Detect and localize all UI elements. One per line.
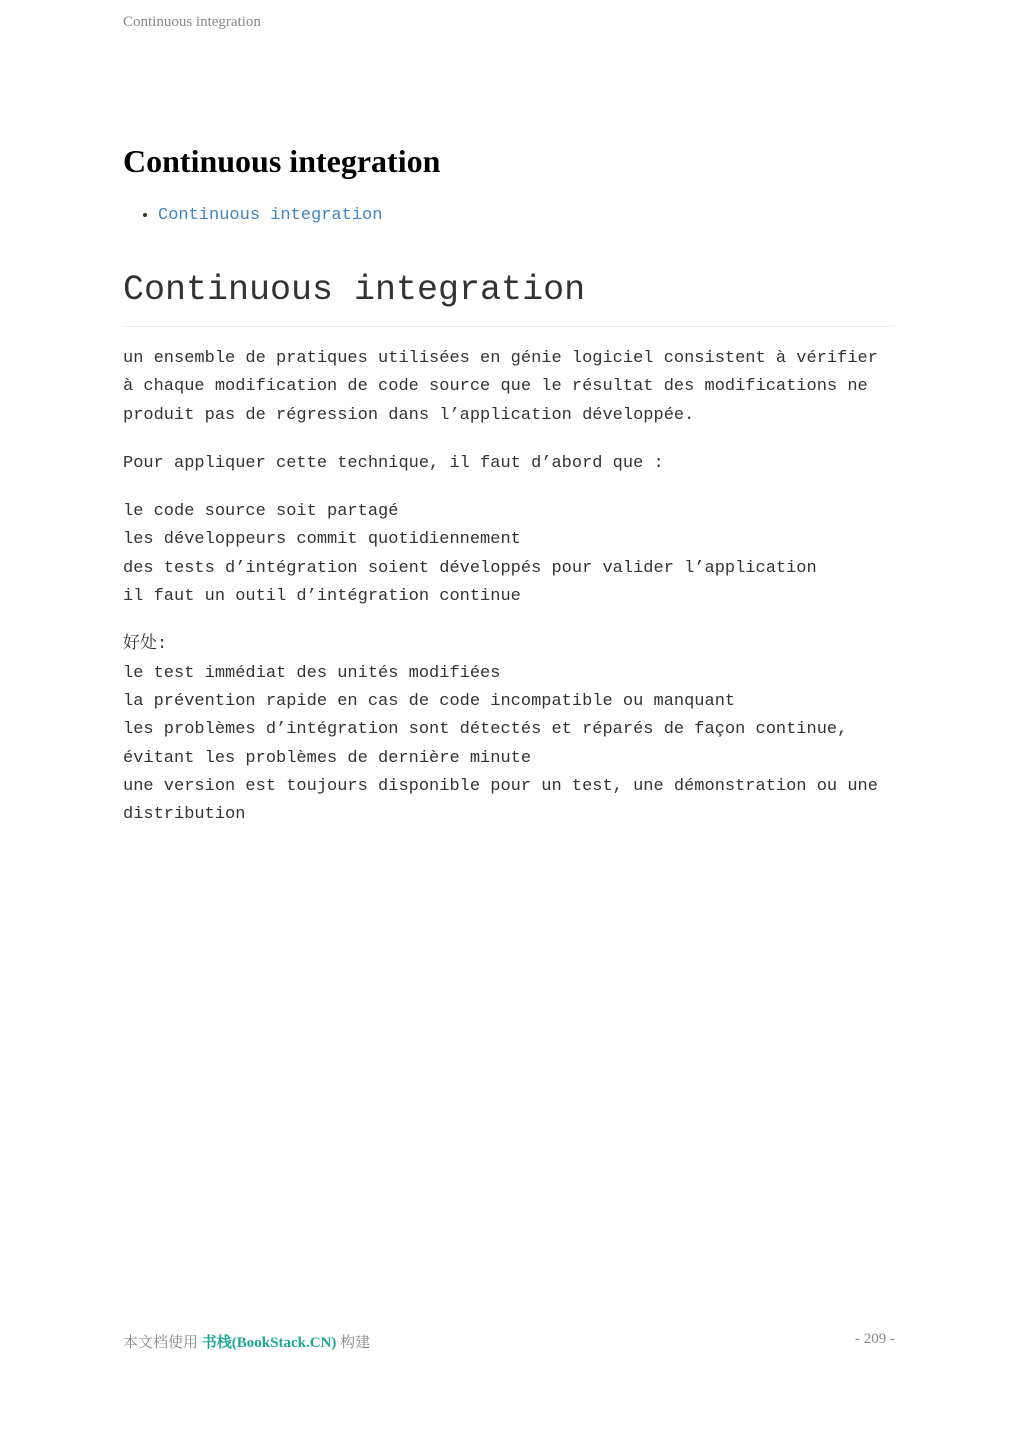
- benefit-item: une version est toujours disponible pour un test, une démonstration ou une distribution: [123, 776, 878, 825]
- benefit-item: les problèmes d’intégration sont détectés et réparés de façon continue, évitant les problèmes de dernière minute: [123, 720, 848, 768]
- table-of-contents: [123, 204, 895, 228]
- footer-suffix: 构建: [340, 1335, 371, 1351]
- prerequisite-item: il faut un outil d’intégration continue: [123, 587, 521, 607]
- running-header: Continuous integration: [123, 14, 261, 30]
- footer-prefix: 本文档使用: [123, 1335, 199, 1351]
- document-title: Continuous integration: [123, 143, 441, 179]
- prerequisites-list: [123, 498, 895, 611]
- section-heading: Continuous integration: [123, 268, 895, 327]
- toc-link-continuous-integration[interactable]: Continuous integration: [158, 206, 383, 225]
- footer-credit: [123, 1331, 370, 1352]
- prerequisites-lead: Pour appliquer cette technique, il faut d’abord que :: [123, 453, 664, 473]
- benefits-label: 好处:: [123, 635, 168, 655]
- benefit-item: le test immédiat des unités modifiées: [123, 663, 501, 683]
- intro-paragraph: un ensemble de pratiques utilisées en génie logiciel consistent à vérifier à chaque modification de code source que le résultat des modifications ne produit pas de régression dans l’application développée.: [123, 349, 878, 425]
- page-number: - 209 -: [855, 1331, 895, 1347]
- toc-item: [158, 204, 895, 228]
- page-content: [123, 140, 895, 829]
- prerequisite-item: les développeurs commit quotidiennement: [123, 530, 521, 550]
- benefits-block: [123, 631, 895, 829]
- prerequisite-item: le code source soit partagé: [123, 502, 399, 522]
- prerequisite-item: des tests d’intégration soient développés pour valider l’application: [123, 558, 817, 578]
- benefit-item: la prévention rapide en cas de code incompatible ou manquant: [123, 691, 736, 711]
- footer-brand-link[interactable]: 书栈(BookStack.CN): [201, 1335, 337, 1351]
